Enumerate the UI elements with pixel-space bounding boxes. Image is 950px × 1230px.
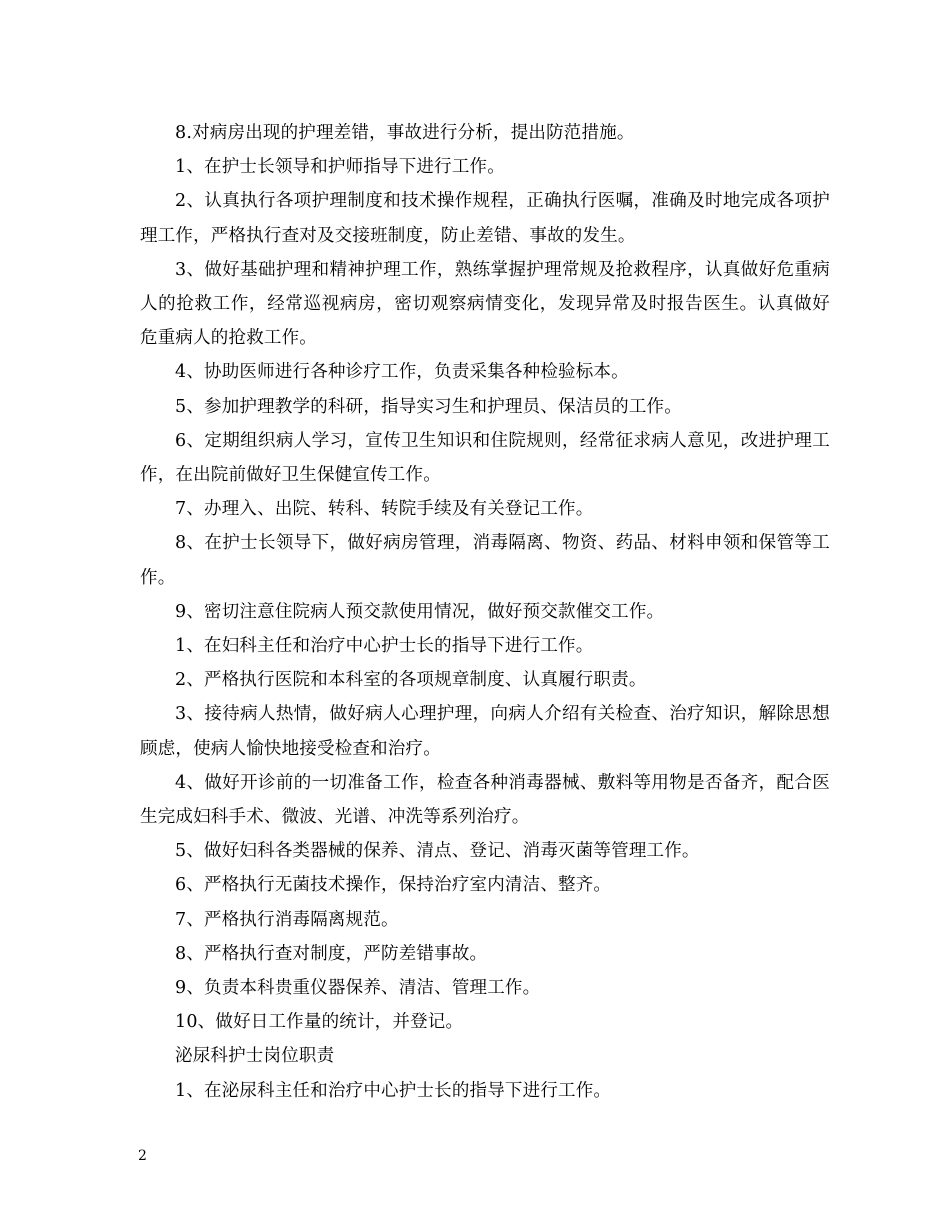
paragraph-4: 3、做好基础护理和精神护理工作，熟练掌握护理常规及抢救程序，认真做好危重病人的抢救工作，经常巡视病房，密切观察病情变化，发现异常及时报告医生。认真做好危重病人的抢救工作。 bbox=[140, 259, 830, 349]
paragraph-10: 9、密切注意住院病人预交款使用情况，做好预交款催交工作。 bbox=[175, 601, 665, 622]
paragraph-17: 7、严格执行消毒隔离规范。 bbox=[175, 909, 399, 930]
paragraph-15: 5、做好妇科各类器械的保养、清点、登记、消毒灭菌等管理工作。 bbox=[175, 841, 700, 862]
paragraph-13: 3、接待病人热情，做好病人心理护理，向病人介绍有关检查、治疗知识，解除思想顾虑，使病人愉快地接受检查和治疗。 bbox=[140, 704, 830, 759]
paragraph-3: 2、认真执行各项护理制度和技术操作规程，正确执行医嘱，准确及时地完成各项护理工作，严格执行查对及交接班制度，防止差错、事故的发生。 bbox=[140, 191, 830, 246]
paragraph-14: 4、做好开诊前的一切准备工作，检查各种消毒器械、敷料等用物是否备齐，配合医生完成妇科手术、微波、光谱、冲洗等系列治疗。 bbox=[140, 772, 830, 828]
paragraph-16: 6、严格执行无菌技术操作，保持治疗室内清洁、整齐。 bbox=[175, 875, 612, 896]
paragraph-2: 1、在护士长领导和护师指导下进行工作。 bbox=[175, 157, 505, 178]
paragraph-12: 2、严格执行医院和本科室的各项规章制度、认真履行职责。 bbox=[175, 670, 647, 691]
paragraph-9: 8、在护士长领导下，做好病房管理，消毒隔离、物资、药品、材料申领和保管等工作。 bbox=[140, 533, 830, 588]
paragraph-11: 1、在妇科主任和治疗中心护士长的指导下进行工作。 bbox=[175, 636, 594, 657]
paragraph-6: 5、参加护理教学的科研，指导实习生和护理员、保洁员的工作。 bbox=[175, 396, 682, 417]
page-number: 2 bbox=[138, 1148, 147, 1164]
body-text bbox=[140, 116, 830, 1108]
paragraph-8: 7、办理入、出院、转科、转院手续及有关登记工作。 bbox=[175, 499, 594, 520]
paragraph-7: 6、定期组织病人学习，宣传卫生知识和住院规则，经常征求病人意见，改进护理工作，在出院前做好卫生保健宣传工作。 bbox=[140, 430, 830, 486]
section-heading: 泌尿科护士岗位职责 bbox=[175, 1046, 335, 1067]
paragraph-20: 10、做好日工作量的统计，并登记。 bbox=[175, 1012, 464, 1033]
paragraph-18: 8、严格执行查对制度，严防差错事故。 bbox=[175, 943, 488, 964]
paragraph-22: 1、在泌尿科主任和治疗中心护士长的指导下进行工作。 bbox=[175, 1080, 612, 1101]
paragraph-5: 4、协助医师进行各种诊疗工作，负责采集各种检验标本。 bbox=[175, 362, 629, 383]
paragraph-19: 9、负责本科贵重仪器保养、清洁、管理工作。 bbox=[175, 978, 541, 999]
paragraph-1: 8.对病房出现的护理差错，事故进行分析，提出防范措施。 bbox=[175, 123, 635, 143]
